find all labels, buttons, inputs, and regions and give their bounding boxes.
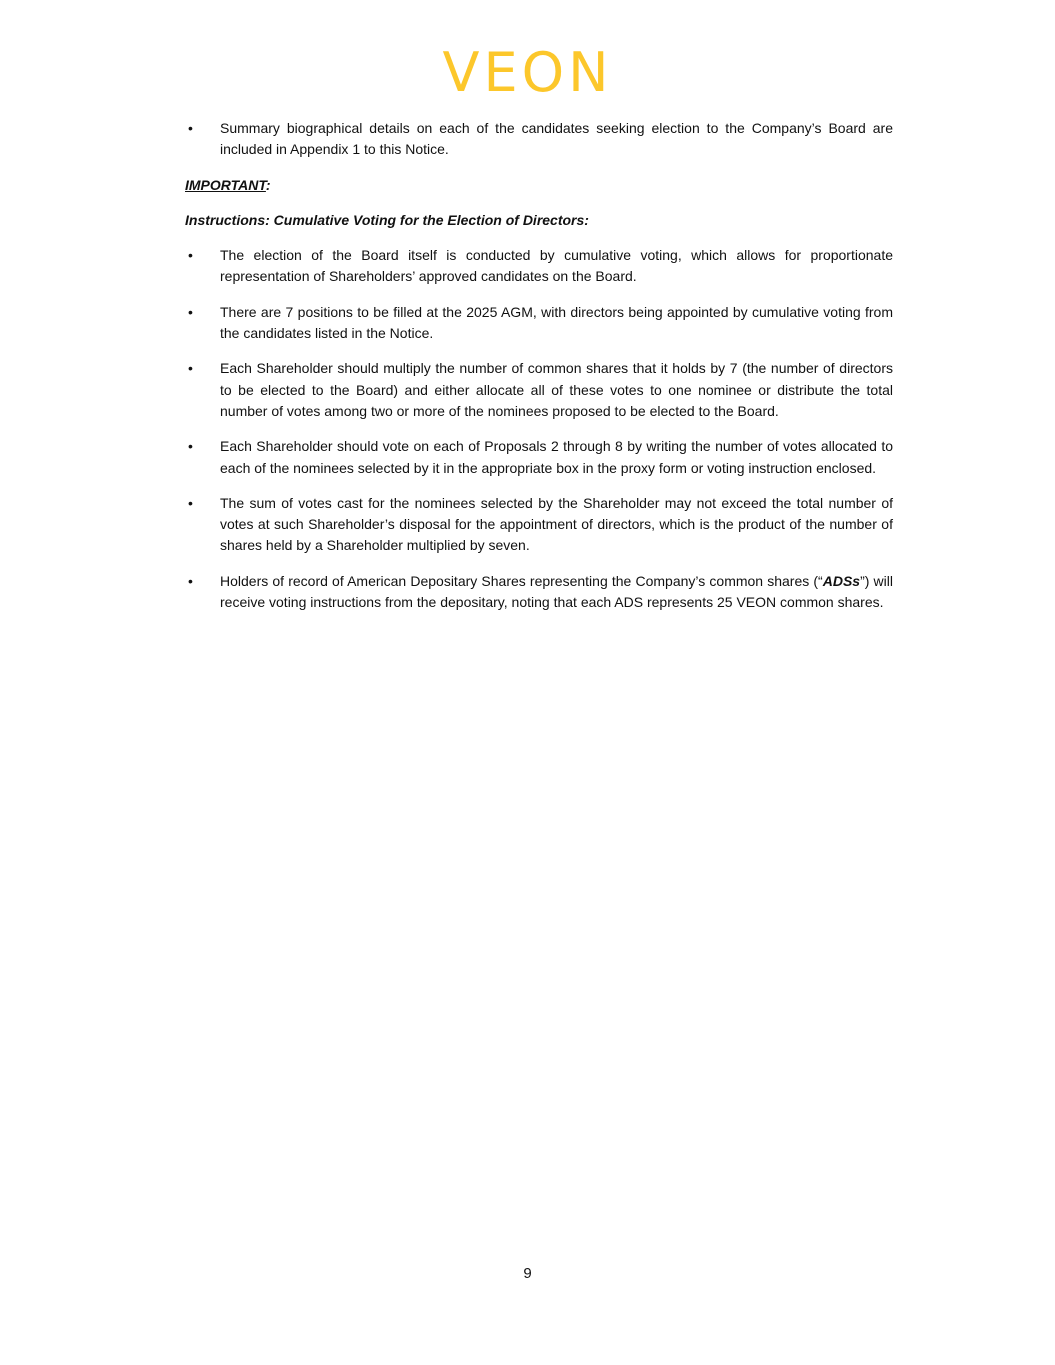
important-colon: : xyxy=(265,176,271,193)
instructions-heading: Instructions: Cumulative Voting for the Election of Directors: xyxy=(185,211,589,228)
document-body xyxy=(185,118,893,613)
important-label: IMPORTANT xyxy=(185,176,266,193)
page-number: 9 xyxy=(523,1265,532,1282)
bullet-icon: • xyxy=(188,247,193,264)
list-item xyxy=(185,302,893,345)
list-item xyxy=(185,358,893,422)
bullet-icon: • xyxy=(188,438,193,455)
bullet-text: Summary biographical details on each of the candidates seeking election to the Company’s Board are included in Appendix 1 to this Notice. xyxy=(220,120,893,158)
ads-text-before: Holders of record of American Depositary Shares representing the Company’s common shares (“ xyxy=(220,572,823,589)
bullet-icon: • xyxy=(188,303,193,320)
bullet-text: The election of the Board itself is conducted by cumulative voting, which allows for proportionate representation of Shareholders’ approved candidates on the Board. xyxy=(220,247,893,285)
ads-defined-term: ADSs xyxy=(822,572,861,589)
bullet-text: Each Shareholder should vote on each of Proposals 2 through 8 by writing the number of votes allocated to each of the nominees selected by it in the appropriate box in the proxy form or voting instruction enclosed. xyxy=(220,438,893,476)
intro-list xyxy=(185,118,893,161)
list-item xyxy=(185,571,893,614)
important-heading xyxy=(185,175,893,196)
bullet-text xyxy=(220,573,893,610)
bullet-text: The sum of votes cast for the nominees selected by the Shareholder may not exceed the total number of votes at such Shareholder’s disposal for the appointment of directors, which is the product of the number of shares held by a Shareholder multiplied by seven. xyxy=(220,494,893,554)
list-item xyxy=(185,245,893,288)
bullet-text: There are 7 positions to be filled at the 2025 AGM, with directors being appointed by cumulative voting from the candidates listed in the Notice. xyxy=(220,303,893,342)
bullet-icon: • xyxy=(188,120,193,136)
instructions-list xyxy=(185,245,893,613)
veon-logo: VEON xyxy=(442,41,613,104)
bullet-text: Each Shareholder should multiply the number of common shares that it holds by 7 (the number of directors to be elected to the Board) and either allocate all of these votes to one nominee or distribute the total number of votes among two or more of the nominees proposed to be elected to the Board. xyxy=(220,360,893,419)
bullet-icon: • xyxy=(188,572,193,589)
list-item xyxy=(185,493,893,557)
ads-text-after: ”) will receive voting instructions from the depositary, noting that each ADS represents 25 VEON common shares. xyxy=(220,572,894,611)
bullet-icon: • xyxy=(188,494,193,511)
bullet-icon: • xyxy=(188,360,193,377)
list-item xyxy=(185,436,893,479)
list-item xyxy=(185,118,893,161)
